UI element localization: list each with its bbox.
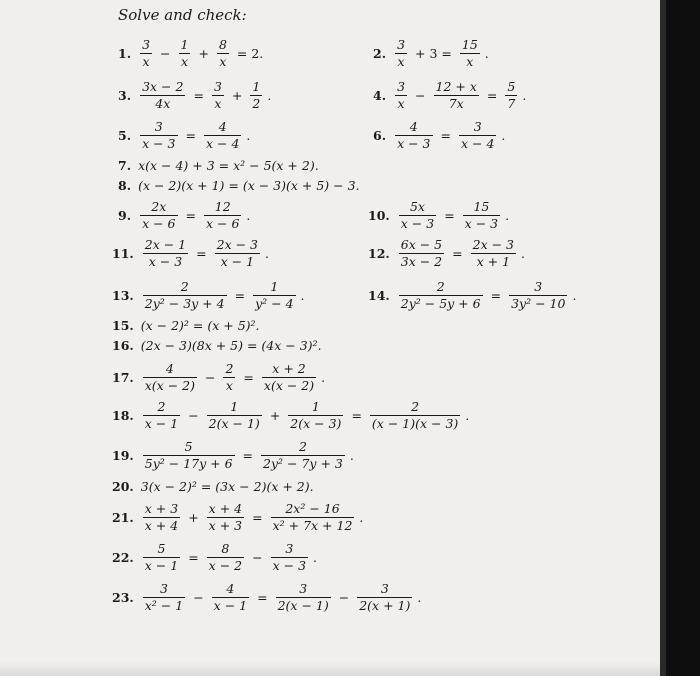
problem-number: 18. [112, 407, 134, 423]
end-punctuation: . [321, 369, 326, 385]
operator: = [351, 407, 362, 423]
fraction [140, 80, 185, 112]
operator: = [243, 369, 254, 385]
numerator: x + 4 [208, 501, 243, 516]
problem-20 [112, 481, 314, 494]
numerator: 1 [311, 399, 320, 414]
problem-16 [112, 340, 322, 353]
section-heading: Solve and check: [118, 6, 247, 24]
operator: = [444, 207, 455, 223]
denominator: 2(x − 1) [277, 598, 329, 614]
operator: = [185, 207, 196, 223]
numerator: 3 [473, 119, 482, 134]
denominator: x(x − 2) [144, 378, 195, 394]
dark-border [660, 0, 700, 676]
end-punctuation: . [359, 509, 364, 525]
denominator: x − 3 [272, 558, 307, 574]
numerator: 12 + x [435, 79, 477, 94]
numerator: 4 [218, 119, 227, 134]
end-punctuation: . [484, 45, 489, 61]
denominator: x [397, 96, 405, 112]
denominator: x [466, 54, 474, 70]
numerator: 2 [180, 279, 189, 294]
problem-number: 14. [368, 287, 390, 303]
fraction [460, 38, 480, 70]
end-punctuation: . [522, 87, 527, 103]
denominator: 7 [507, 96, 516, 112]
operator: + 3 = [415, 45, 452, 61]
denominator: x [397, 54, 405, 70]
problem-number: 20. [112, 479, 134, 494]
numerator: 12 [214, 199, 231, 214]
numerator: 1 [180, 37, 189, 52]
operator: − [193, 589, 204, 605]
operator: − [338, 589, 350, 605]
denominator: x − 3 [400, 216, 435, 232]
operator: = [185, 127, 196, 143]
problem-number: 22. [112, 549, 134, 565]
denominator: x² + 7x + 12 [272, 518, 353, 534]
numerator: 2 [157, 399, 166, 414]
numerator: 6x − 5 [400, 237, 443, 252]
numerator: 2 [225, 361, 234, 376]
denominator: 2 [252, 96, 261, 112]
numerator: 3 [213, 79, 222, 94]
fraction [395, 120, 432, 152]
problem-number: 6. [373, 127, 387, 143]
problem-1 [118, 38, 266, 70]
denominator: y² − 4 [255, 296, 294, 312]
fraction [217, 38, 229, 70]
equation-rhs: = 2. [236, 45, 264, 61]
page-bottom-shadow [0, 662, 668, 676]
problem-number: 1. [118, 45, 132, 61]
problem-22 [112, 542, 317, 574]
fraction [509, 280, 567, 312]
end-punctuation: . [300, 287, 305, 303]
fraction [215, 238, 260, 270]
numerator: 4 [165, 361, 174, 376]
numerator: 2 [298, 439, 307, 454]
numerator: 5 [184, 439, 193, 454]
end-punctuation: . [265, 245, 269, 261]
operator: = [452, 245, 463, 261]
equation: x(x − 4) + 3 = x² − 5(x + 2). [138, 158, 319, 173]
problem-number: 17. [112, 369, 134, 385]
fraction [140, 200, 177, 232]
denominator: (x − 1)(x − 3) [371, 416, 459, 432]
numerator: 3x − 2 [142, 79, 184, 94]
denominator: x − 3 [464, 216, 499, 232]
numerator: 2x − 3 [472, 237, 515, 252]
denominator: x − 1 [220, 254, 255, 270]
problem-18 [112, 400, 469, 432]
fraction [459, 120, 496, 152]
page-edge [660, 0, 666, 676]
fraction [143, 440, 235, 472]
numerator: 5 [157, 541, 166, 556]
denominator: x + 4 [144, 518, 179, 534]
numerator: 3 [142, 37, 151, 52]
equation: (x − 2)(x + 1) = (x − 3)(x + 5) − 3. [138, 178, 360, 193]
numerator: 1 [230, 399, 239, 414]
problem-11 [112, 238, 269, 270]
fraction [207, 502, 244, 534]
denominator: x² − 1 [144, 598, 184, 614]
problem-number: 12. [368, 245, 390, 261]
denominator: x [180, 54, 188, 70]
numerator: 8 [221, 541, 230, 556]
end-punctuation: . [246, 127, 251, 143]
problem-number: 8. [118, 178, 132, 193]
problem-14 [368, 280, 576, 312]
problem-21 [112, 502, 363, 534]
operator: = [490, 287, 502, 303]
denominator: 4x [155, 96, 171, 112]
numerator: 2x − 1 [144, 237, 187, 252]
operator: + [198, 45, 209, 61]
problem-number: 13. [112, 287, 134, 303]
numerator: 5x [409, 199, 425, 214]
fraction [262, 362, 316, 394]
numerator: 4 [226, 581, 235, 596]
operator: = [440, 127, 451, 143]
end-punctuation: . [313, 549, 318, 565]
fraction [140, 38, 152, 70]
operator: = [193, 87, 204, 103]
end-punctuation: . [572, 287, 577, 303]
fraction [434, 80, 479, 112]
equation: 3(x − 2)² = (3x − 2)(x + 2). [140, 479, 314, 494]
fraction [505, 80, 517, 112]
fraction [271, 502, 355, 534]
end-punctuation: . [349, 447, 354, 463]
fraction [463, 200, 500, 232]
fraction [223, 362, 235, 394]
fraction [253, 280, 295, 312]
denominator: 2y² − 3y + 4 [144, 296, 225, 312]
denominator: x − 6 [142, 216, 176, 232]
problem-number: 21. [112, 509, 134, 525]
problem-19 [112, 440, 354, 472]
fraction [276, 582, 331, 614]
problem-15 [112, 320, 260, 333]
numerator: 3 [154, 119, 163, 134]
problem-3 [118, 80, 271, 112]
denominator: x − 1 [144, 416, 179, 432]
denominator: 3y² − 10 [511, 296, 566, 312]
operator: = [234, 287, 246, 303]
denominator: x − 4 [460, 136, 495, 152]
end-punctuation: . [246, 207, 251, 223]
denominator: x [142, 54, 150, 70]
denominator: x [219, 54, 227, 70]
problem-8 [118, 180, 360, 193]
denominator: x − 3 [397, 136, 431, 152]
problem-4 [373, 80, 526, 112]
problem-number: 2. [373, 45, 387, 61]
denominator: x + 3 [208, 518, 243, 534]
denominator: x − 6 [205, 216, 240, 232]
fraction [143, 502, 180, 534]
operator: = [242, 447, 254, 463]
fraction [179, 38, 191, 70]
operator: − [160, 45, 171, 61]
problem-number: 3. [118, 87, 132, 103]
denominator: x − 3 [142, 136, 176, 152]
denominator: 3x − 2 [400, 254, 443, 270]
numerator: 15 [461, 37, 478, 52]
numerator: 8 [218, 37, 227, 52]
problem-number: 11. [112, 245, 134, 261]
fraction [212, 582, 249, 614]
problem-7 [118, 160, 319, 173]
denominator: x + 1 [476, 254, 511, 270]
fraction [204, 200, 241, 232]
numerator: 1 [270, 279, 279, 294]
denominator: 2y² − 5y + 6 [400, 296, 481, 312]
numerator: 3 [397, 79, 406, 94]
fraction [395, 38, 407, 70]
fraction [288, 400, 343, 432]
operator: + [188, 509, 199, 525]
denominator: 2(x − 3) [290, 416, 342, 432]
denominator: x − 1 [213, 598, 248, 614]
fraction [143, 400, 180, 432]
numerator: 3 [397, 37, 406, 52]
fraction [143, 582, 185, 614]
equation: (x − 2)² = (x + 5)². [140, 318, 260, 333]
denominator: x(x − 2) [263, 378, 315, 394]
problem-number: 15. [112, 318, 134, 333]
fraction [207, 400, 262, 432]
problem-number: 23. [112, 589, 134, 605]
operator: − [188, 407, 199, 423]
problem-23 [112, 582, 421, 614]
fraction [143, 542, 180, 574]
end-punctuation: . [501, 127, 506, 143]
denominator: 7x [448, 96, 464, 112]
equation: (2x − 3)(8x + 5) = (4x − 3)². [140, 338, 322, 353]
problem-9 [118, 200, 250, 232]
fraction [143, 280, 227, 312]
fraction [212, 80, 224, 112]
denominator: x − 3 [148, 254, 183, 270]
denominator: 2(x + 1) [359, 598, 411, 614]
numerator: 2x − 3 [216, 237, 259, 252]
end-punctuation: . [465, 407, 470, 423]
numerator: x + 2 [272, 361, 306, 376]
problem-6 [373, 120, 505, 152]
operator: = [257, 589, 268, 605]
numerator: 5 [507, 79, 516, 94]
numerator: x + 3 [144, 501, 179, 516]
operator: = [486, 87, 498, 103]
problem-5 [118, 120, 250, 152]
problem-12 [368, 238, 525, 270]
problem-number: 9. [118, 207, 132, 223]
numerator: 3 [534, 279, 543, 294]
operator: + [231, 87, 243, 103]
problem-number: 5. [118, 127, 132, 143]
problem-number: 4. [373, 87, 387, 103]
numerator: 4 [409, 119, 418, 134]
denominator: 2y² − 7y + 3 [263, 456, 343, 472]
problem-13 [112, 280, 305, 312]
problem-number: 16. [112, 338, 134, 353]
numerator: 3 [285, 541, 294, 556]
operator: = [188, 549, 199, 565]
fraction [204, 120, 241, 152]
denominator: x − 4 [205, 136, 240, 152]
operator: − [204, 369, 216, 385]
operator: = [196, 245, 207, 261]
numerator: 15 [473, 199, 490, 214]
fraction [395, 80, 407, 112]
fraction [261, 440, 345, 472]
denominator: x [214, 96, 222, 112]
problem-number: 7. [118, 158, 132, 173]
fraction [357, 582, 412, 614]
numerator: 3 [299, 581, 308, 596]
numerator: 2 [436, 279, 445, 294]
end-punctuation: . [505, 207, 510, 223]
denominator: x − 1 [144, 558, 179, 574]
fraction [143, 238, 188, 270]
numerator: 2x [151, 199, 167, 214]
fraction [471, 238, 516, 270]
operator: − [252, 549, 263, 565]
problem-2 [373, 38, 489, 70]
numerator: 2 [411, 399, 420, 414]
fraction [271, 542, 308, 574]
denominator: x − 2 [208, 558, 243, 574]
numerator: 3 [159, 581, 168, 596]
denominator: 5y² − 17y + 6 [144, 456, 233, 472]
fraction [207, 542, 244, 574]
operator: + [269, 407, 281, 423]
problem-number: 19. [112, 447, 134, 463]
operator: = [252, 509, 263, 525]
problem-10 [368, 200, 509, 232]
numerator: 3 [380, 581, 389, 596]
end-punctuation: . [521, 245, 525, 261]
numerator: 2x² − 16 [285, 501, 340, 516]
fraction [370, 400, 460, 432]
fraction [143, 362, 197, 394]
fraction [140, 120, 177, 152]
problem-17 [112, 362, 325, 394]
end-punctuation: . [417, 589, 422, 605]
fraction [399, 200, 436, 232]
fraction [399, 238, 444, 270]
fraction [250, 80, 262, 112]
denominator: x [225, 378, 233, 394]
problem-number: 10. [368, 207, 390, 223]
operator: − [415, 87, 426, 103]
numerator: 1 [252, 79, 261, 94]
fraction [399, 280, 483, 312]
end-punctuation: . [267, 87, 272, 103]
denominator: 2(x − 1) [208, 416, 260, 432]
